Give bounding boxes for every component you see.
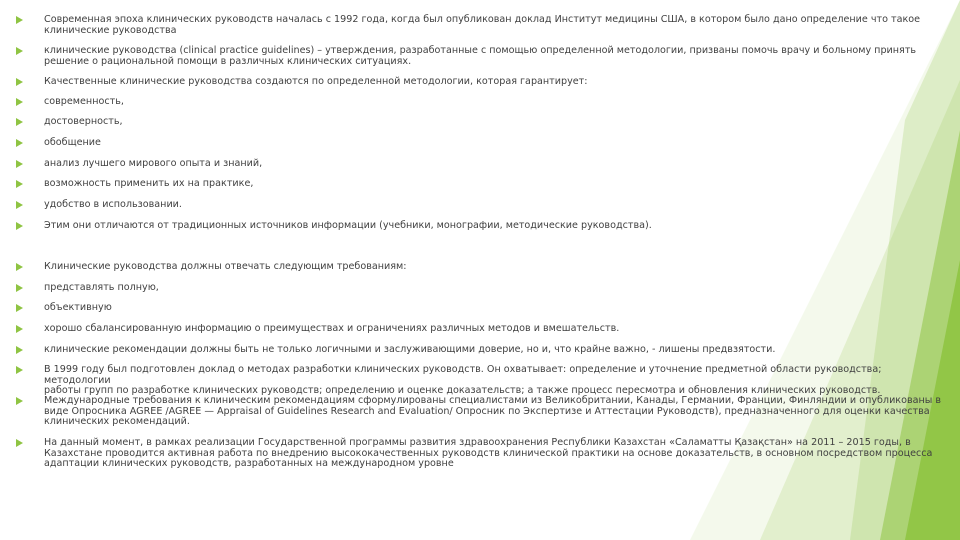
triangle-bullet-icon bbox=[16, 98, 23, 106]
bullet-text: клинические рекомендации должны быть не только логичными и заслуживающими доверие, но и, что крайне важно, - лишены предвзятости. bbox=[44, 344, 776, 355]
bullet-text: В 1999 году был подготовлен доклад о методах разработки клинических руководств. Он охватывает: определение и уточнение предметной области руководства; методологии работы групп по разработке клинических руководств; определению и оценке доказательств; а также процесс пересмотра и обновления клинических руководств. bbox=[44, 364, 882, 396]
triangle-bullet-icon bbox=[16, 304, 23, 312]
triangle-bullet-icon bbox=[16, 139, 23, 147]
bullet-text: возможность применить их на практике, bbox=[44, 178, 254, 189]
triangle-bullet-icon bbox=[16, 439, 23, 447]
bullet-text: Международные требования к клиническим рекомендациям сформулированы специалистами из Великобритании, Канады, Германии, Франции, Финляндии и опубликованы в виде Опросника AGREE /AGREE — Appraisal of Guidelines Research and Evaluation/ Опросник по Экспертизе и Аттестации Руководств), предназначенного для оценки качества клинических рекомендаций. bbox=[44, 395, 942, 427]
bullet-text: представлять полную, bbox=[44, 282, 159, 293]
bullet-text: На данный момент, в рамках реализации Государственной программы развития здравоохранения Республики Казахстан «Саламатты Қазақстан» на 2011 – 2015 годы, в Казахстане проводится активная работа по внедрению высококачественных руководств клинической практики на основе доказательств, в основном посредством процесса адаптации клинических руководств, разработанных на международном уровне bbox=[44, 437, 933, 469]
bullet-text: удобство в использовании. bbox=[44, 199, 182, 210]
bullet-text: хорошо сбалансированную информацию о преимуществах и ограничениях различных методов и вмешательств. bbox=[44, 323, 620, 334]
triangle-bullet-icon bbox=[16, 201, 23, 209]
triangle-bullet-icon bbox=[16, 397, 23, 405]
triangle-bullet-icon bbox=[16, 180, 23, 188]
bullet-text: Качественные клинические руководства создаются по определенной методологии, которая гарантирует: bbox=[44, 76, 588, 87]
bullet-text: объективную bbox=[44, 302, 112, 313]
triangle-bullet-icon bbox=[16, 16, 23, 24]
bullet-text: современность, bbox=[44, 96, 124, 107]
bullet-text: Современная эпоха клинических руководств началась с 1992 года, когда был опубликован доклад Институт медицины США, в котором было дано определение что такое клинические руководства bbox=[44, 14, 921, 36]
triangle-bullet-icon bbox=[16, 346, 23, 354]
bullet-text: клинические руководства (clinical practice guidelines) – утверждения, разработанные с помощью определенной методологии, призваны помочь врачу и больному принять решение о рациональной помощи в различных клинических ситуациях. bbox=[44, 45, 917, 67]
bullet-text: анализ лучшего мирового опыта и знаний, bbox=[44, 158, 263, 169]
triangle-bullet-icon bbox=[16, 78, 23, 86]
triangle-bullet-icon bbox=[16, 366, 23, 374]
bullet-text: достоверность, bbox=[44, 116, 123, 127]
triangle-bullet-icon bbox=[16, 222, 23, 230]
triangle-bullet-icon bbox=[16, 284, 23, 292]
bullet-text: Клинические руководства должны отвечать следующим требованиям: bbox=[44, 261, 407, 272]
triangle-bullet-icon bbox=[16, 325, 23, 333]
triangle-bullet-icon bbox=[16, 160, 23, 168]
triangle-bullet-icon bbox=[16, 263, 23, 271]
bullet-text: Этим они отличаются от традиционных источников информации (учебники, монографии, методические руководства). bbox=[44, 220, 652, 231]
triangle-bullet-icon bbox=[16, 47, 23, 55]
triangle-bullet-icon bbox=[16, 118, 23, 126]
bullet-text: обобщение bbox=[44, 137, 101, 148]
